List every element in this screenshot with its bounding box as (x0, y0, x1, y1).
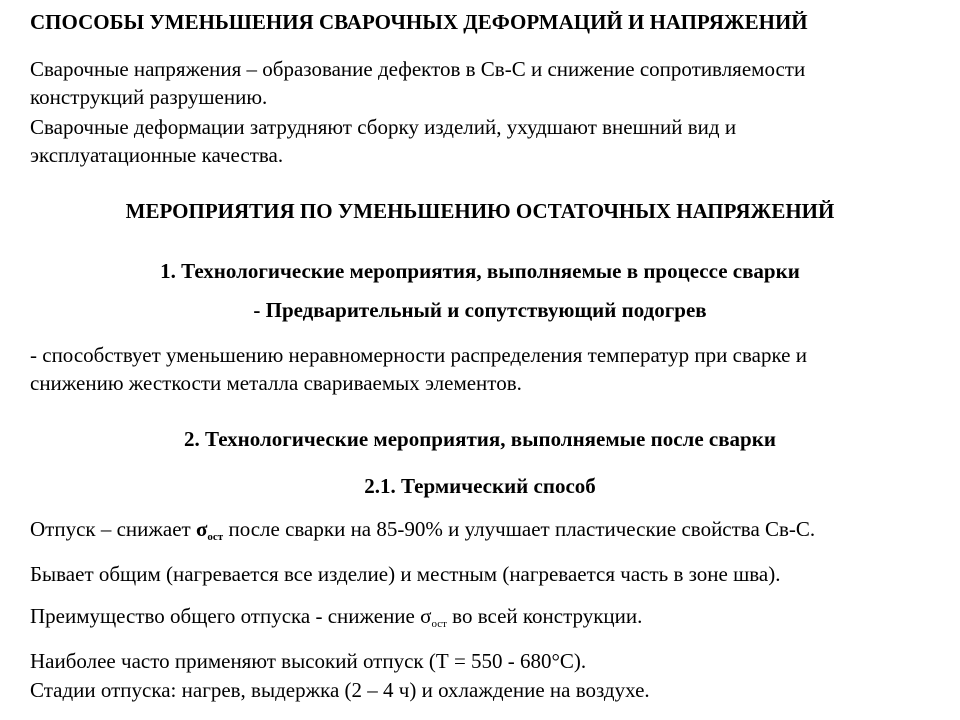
intro-line-1: Сварочные напряжения – образование дефектов в Св-С и снижение сопротивляемости (30, 57, 806, 81)
otpusk-text-post: после сварки на 85-90% и улучшает пластические свойства Св-С. (223, 517, 816, 541)
sigma-subscript: ост (207, 531, 224, 543)
advantage-text-pre: Преимущество общего отпуска - снижение (30, 604, 421, 628)
high-temper-line: Наиболее часто применяют высокий отпуск (Т = 550 - 680°С). (30, 649, 587, 673)
sigma-symbol-2: σ (420, 604, 432, 628)
item1-text-line-1: - способствует уменьшению неравномерности распределения температур при сварке и (30, 343, 807, 367)
otpusk-line (30, 516, 815, 550)
item2-subheading: 2.1. Термический способ (364, 474, 596, 498)
intro-line-3: Сварочные деформации затрудняют сборку изделий, ухудшают внешний вид и (30, 115, 737, 139)
section-heading: МЕРОПРИЯТИЯ ПО УМЕНЬШЕНИЮ ОСТАТОЧНЫХ НАПРЯЖЕНИЙ (125, 199, 835, 223)
stages-line: Стадии отпуска: нагрев, выдержка (2 – 4 ч) и охлаждение на воздухе. (30, 678, 650, 702)
item1-text-line-2: снижению жесткости металла свариваемых элементов. (30, 371, 522, 395)
sigma-subscript-2: ост (431, 618, 447, 630)
item1-heading: 1. Технологические мероприятия, выполняемые в процессе сварки (160, 259, 800, 283)
intro-line-2: конструкций разрушению. (30, 85, 268, 109)
intro-line-4: эксплуатационные качества. (30, 143, 284, 167)
item1-subheading: - Предварительный и сопутствующий подогрев (253, 298, 707, 322)
advantage-text-post: во всей конструкции. (446, 604, 643, 628)
item2-heading: 2. Технологические мероприятия, выполняемые после сварки (184, 427, 776, 451)
general-local-line: Бывает общим (нагревается все изделие) и местным (нагревается часть в зоне шва). (30, 562, 781, 586)
page-title: СПОСОБЫ УМЕНЬШЕНИЯ СВАРОЧНЫХ ДЕФОРМАЦИЙ И НАПРЯЖЕНИЙ (30, 10, 808, 34)
sigma-symbol: σ (195, 517, 208, 541)
advantage-line (30, 603, 642, 637)
otpusk-text-pre: Отпуск – снижает (30, 517, 196, 541)
